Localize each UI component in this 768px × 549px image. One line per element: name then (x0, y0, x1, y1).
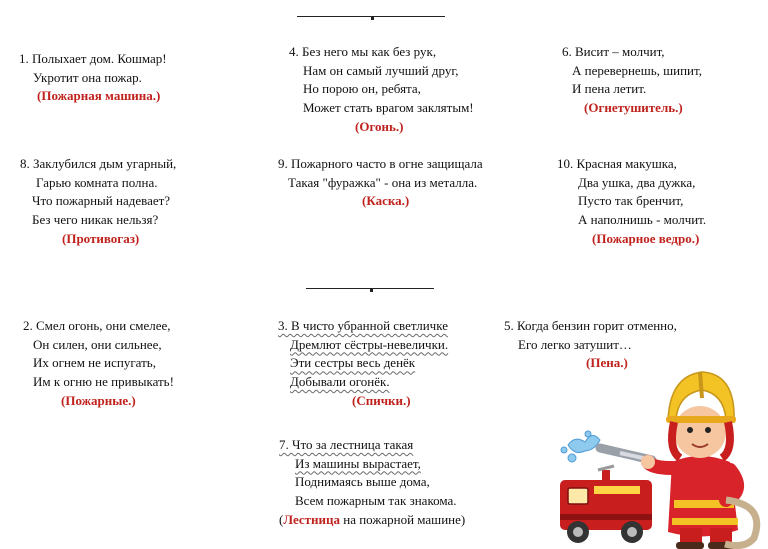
riddle-line: А перевернешь, шипит, (572, 62, 702, 78)
riddle-line: 10. Красная макушка, (557, 156, 677, 171)
riddle-2 (23, 317, 174, 411)
riddle-line: Его легко затушит… (518, 336, 632, 352)
riddle-1 (19, 50, 167, 106)
riddle-line: Гарью комната полна. (36, 174, 158, 190)
riddle-line: 1. Полыхает дом. Кошмар! (19, 51, 167, 66)
separator-middle (306, 288, 434, 289)
riddle-line: Дремлют сёстры-невелички. (290, 336, 449, 352)
riddle-answer: (Пена.) (586, 355, 628, 371)
riddle-line: Эти сестры весь денёк (290, 355, 416, 371)
riddle-line: 8. Заклубился дым угарный, (20, 156, 177, 171)
riddle-line: Из машины вырастает, (295, 455, 421, 471)
riddle-line: Два ушка, два дужка, (578, 174, 696, 190)
riddle-line: Может стать врагом заклятым! (303, 100, 474, 116)
riddle-line: Нам он самый лучший друг, (303, 62, 459, 78)
riddle-line: Но порою он, ребята, (303, 81, 421, 97)
riddle-line: Такая "фуражка" - она из металла. (288, 174, 478, 190)
riddle-line: 5. Когда бензин горит отменно, (504, 318, 677, 333)
riddle-answer: (Спички.) (352, 392, 411, 408)
riddle-10 (557, 155, 706, 249)
riddle-8 (20, 155, 176, 249)
riddle-answer: (Каска.) (362, 193, 410, 209)
riddle-answer: (Огнетушитель.) (584, 100, 683, 116)
riddle-7 (279, 436, 465, 530)
riddle-4 (289, 43, 474, 137)
riddle-6 (562, 43, 702, 118)
separator-top (297, 16, 445, 17)
riddle-line: 7. Что за лестница такая (279, 437, 414, 452)
riddle-3 (278, 317, 448, 411)
riddle-line: 4. Без него мы как без рук, (289, 44, 437, 59)
riddle-line: Без чего никак нельзя? (32, 212, 159, 228)
riddle-line: И пена летит. (572, 81, 647, 97)
riddle-answer: (Огонь.) (355, 118, 404, 134)
riddle-line: Пусто так бренчит, (578, 193, 684, 209)
riddle-line: Укротит она пожар. (33, 69, 142, 85)
firefighter-with-hose-and-fire-truck-icon (540, 350, 768, 549)
riddle-answer: (Лестница на пожарной машине) (279, 511, 466, 527)
riddle-answer: (Противогаз) (62, 230, 140, 246)
riddle-line: 9. Пожарного часто в огне защищала (278, 156, 483, 171)
riddle-answer: (Пожарная машина.) (37, 88, 161, 104)
riddle-line: 2. Смел огонь, они смелее, (23, 318, 171, 333)
riddle-line: 3. В чисто убранной светличке (278, 318, 448, 333)
riddle-line: Добывали огонёк. (290, 374, 390, 390)
riddle-line: Их огнем не испугать, (33, 355, 156, 371)
riddle-line: Всем пожарным так знакома. (295, 493, 457, 509)
riddle-line: А наполнишь - молчит. (578, 212, 707, 228)
riddle-answer: (Пожарные.) (61, 392, 136, 408)
riddle-line: Им к огню не привыкать! (33, 374, 174, 390)
riddle-line: Поднимаясь выше дома, (295, 474, 430, 490)
riddle-line: Он силен, они сильнее, (33, 336, 162, 352)
riddle-line: Что пожарный надевает? (32, 193, 171, 209)
riddle-line: 6. Висит – молчит, (562, 44, 665, 59)
riddle-9 (278, 155, 483, 211)
riddle-answer: (Пожарное ведро.) (592, 230, 700, 246)
